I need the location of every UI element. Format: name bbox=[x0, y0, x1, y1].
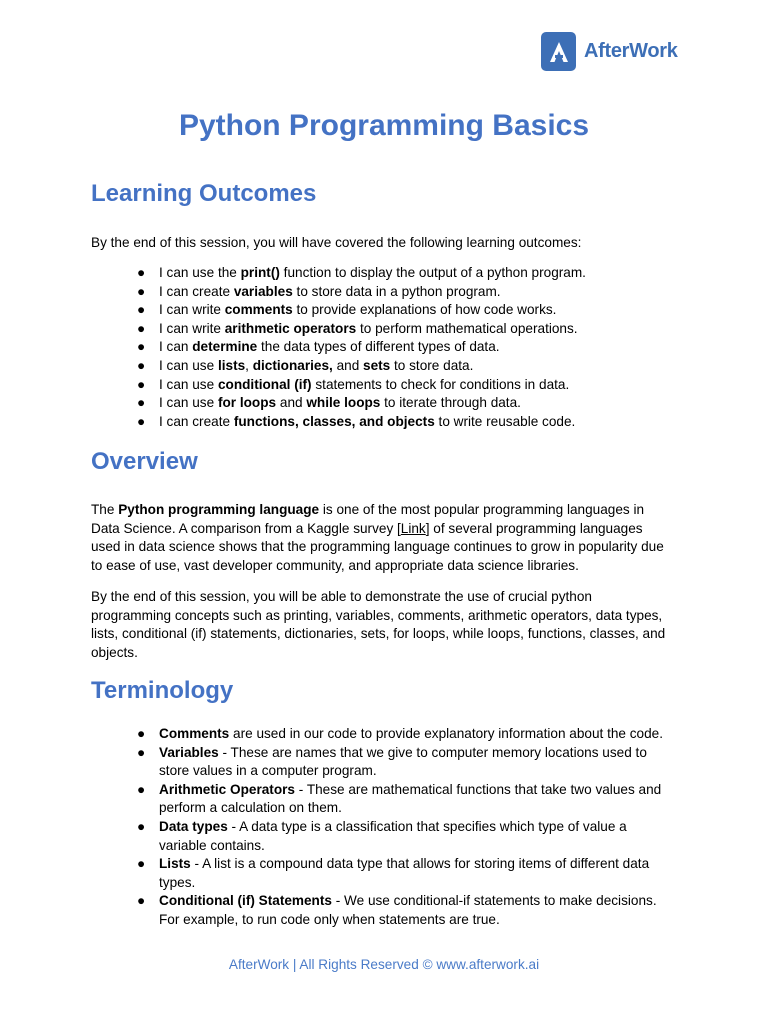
list-item: ● Data types - A data type is a classification that specifies which type of value a variable contains. bbox=[137, 818, 627, 853]
learning-outcomes-intro: By the end of this session, you will have covered the following learning outcomes: bbox=[91, 235, 582, 250]
bullet-icon: ● bbox=[137, 339, 146, 355]
list-item: ● I can write arithmetic operators to perform mathematical operations. bbox=[91, 320, 681, 339]
bullet-icon: ● bbox=[137, 726, 146, 741]
bullet-icon: ● bbox=[137, 893, 146, 909]
bullet-icon: ● bbox=[137, 283, 146, 299]
bullet-icon: ● bbox=[137, 357, 146, 373]
terminology-heading: Terminology bbox=[91, 677, 234, 704]
bullet-icon: ● bbox=[137, 376, 146, 392]
afterwork-logo-icon bbox=[541, 32, 576, 71]
bullet-icon: ● bbox=[137, 320, 146, 336]
list-item: ● Variables - These are names that we give to computer memory locations used to store values in a computer program. bbox=[137, 744, 647, 779]
list-item: ● I can use lists, dictionaries, and sets to store data. bbox=[91, 357, 681, 376]
kaggle-survey-link[interactable]: Link bbox=[400, 520, 426, 536]
list-item: ● I can use conditional (if) statements to check for conditions in data. bbox=[91, 376, 681, 395]
page-title: Python Programming Basics bbox=[178, 109, 590, 142]
list-item: ● Comments are used in our code to provide explanatory information about the code. bbox=[91, 725, 681, 744]
list-item: ● Conditional (if) Statements - We use conditional-if statements to make decisions. For example, to run code only when statements are true. bbox=[137, 893, 657, 927]
brand-logo bbox=[541, 32, 678, 71]
list-item: ● I can use for loops and while loops to iterate through data. bbox=[91, 394, 681, 413]
bullet-icon: ● bbox=[137, 744, 146, 760]
list-item: ● Arithmetic Operators - These are mathematical functions that take two values and perform a calculation on them. bbox=[137, 781, 662, 816]
list-item: ● I can determine the data types of different types of data. bbox=[91, 338, 681, 357]
bullet-icon: ● bbox=[137, 395, 146, 411]
terminology-list bbox=[91, 725, 681, 930]
list-item: ● Lists - A list is a compound data type that allows for storing items of different data types. bbox=[137, 856, 650, 890]
list-item: ● I can use the print() function to display the output of a python program. bbox=[91, 264, 681, 283]
overview-paragraph-1: The Python programming language is one of the most popular programming languages in Data Science. A comparison from a Kaggle survey [Link] of several programming languages used in data science shows that the programming language continues to grow in popularity due to ease of use, vast developer community, and appropriate data science libraries. bbox=[91, 502, 664, 573]
learning-outcomes-heading: Learning Outcomes bbox=[91, 180, 317, 207]
page-footer: AfterWork | All Rights Reserved © www.afterwork.ai bbox=[228, 957, 540, 972]
bullet-icon: ● bbox=[137, 302, 146, 318]
bullet-icon: ● bbox=[137, 781, 146, 797]
list-item: ● I can create functions, classes, and objects to write reusable code. bbox=[91, 413, 681, 432]
overview-paragraph-2: By the end of this session, you will be able to demonstrate the use of crucial python programming concepts such as printing, variables, comments, arithmetic operators, data types, lists, conditional (if) statements, dictionaries, sets, for loops, while loops, functions, classes, and objects. bbox=[91, 589, 666, 660]
brand-name: AfterWork bbox=[584, 40, 678, 62]
bullet-icon: ● bbox=[137, 413, 146, 429]
list-item: ● I can create variables to store data in a python program. bbox=[91, 283, 681, 302]
bullet-icon: ● bbox=[137, 818, 146, 834]
overview-heading: Overview bbox=[91, 448, 198, 475]
bullet-icon: ● bbox=[137, 856, 146, 872]
list-item: ● I can write comments to provide explanations of how code works. bbox=[91, 301, 681, 320]
learning-outcomes-list bbox=[91, 264, 681, 431]
bullet-icon: ● bbox=[137, 265, 146, 280]
